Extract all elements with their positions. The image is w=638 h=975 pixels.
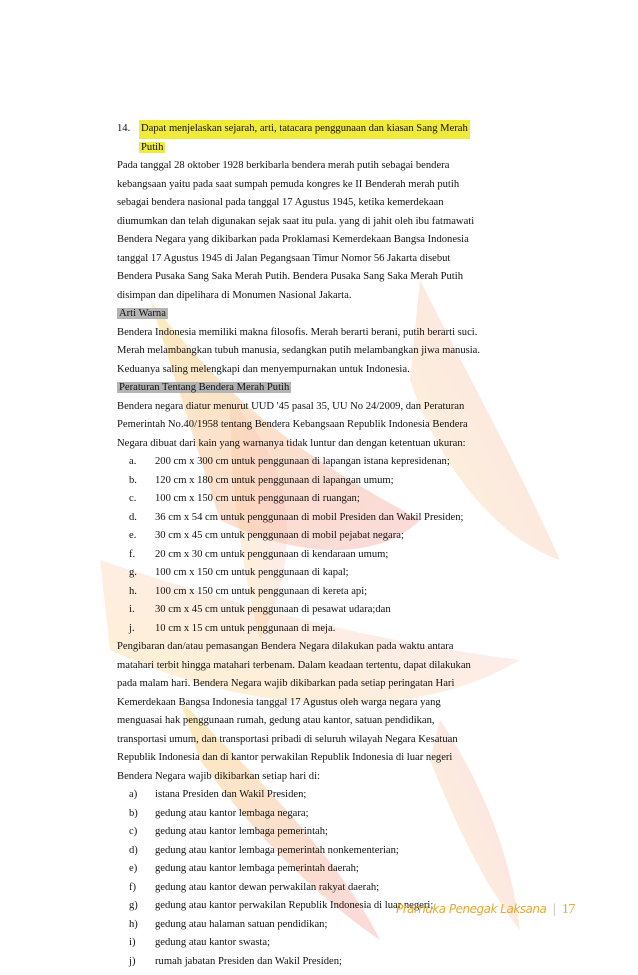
list-marker: f) xyxy=(129,881,137,893)
pengibaran-line: menguasai hak penggunaan rumah, gedung atau kantor, satuan pendidikan, xyxy=(117,715,435,726)
list-item xyxy=(117,564,552,583)
list-item xyxy=(117,934,552,953)
places-list xyxy=(117,786,552,971)
arti-warna-paragraph xyxy=(117,324,552,380)
list-item-text: 100 cm x 150 cm untuk penggunaan di ruangan; xyxy=(155,493,360,504)
list-item-text: gedung atau kantor dewan perwakilan rakyat daerah; xyxy=(155,881,380,893)
list-marker: a. xyxy=(129,456,137,467)
arti-warna-line: Merah melambangkan tubuh manusia, sedangkan putih melambangkan jiwa manusia. xyxy=(117,345,481,356)
list-marker: b) xyxy=(129,807,138,819)
section-heading-line2: Putih xyxy=(141,141,164,153)
peraturan-heading-row xyxy=(117,379,552,398)
pengibaran-line: matahari terbit hingga matahari terbenam. Dalam keadaan tertentu, dapat dilakukan xyxy=(117,659,471,671)
intro-line: Pada tanggal 28 oktober 1928 berkibarla bendera merah putih sebagai bendera xyxy=(117,160,450,171)
list-item xyxy=(117,601,552,620)
list-item xyxy=(117,546,552,565)
list-marker: a) xyxy=(129,789,138,800)
peraturan-line: Pemerintah No.40/1958 tentang Bendera Kebangsaan Republik Indonesia Bendera xyxy=(117,419,468,430)
intro-line: Bendera Pusaka Sang Saka Merah Putih. Bendera Pusaka Sang Saka Merah Putih xyxy=(117,271,463,282)
arti-warna-line: Bendera Indonesia memiliki makna filosofis. Merah berarti berani, putih berarti suci. xyxy=(117,326,478,338)
pengibaran-paragraph xyxy=(117,638,552,786)
section-heading xyxy=(117,120,552,139)
list-marker: h) xyxy=(129,918,138,930)
list-item xyxy=(117,953,552,972)
pengibaran-line: Republik Indonesia dan di kantor perwakilan Republik Indonesia di luar negeri xyxy=(117,752,453,763)
list-marker: b. xyxy=(129,474,137,486)
list-item-text: 200 cm x 300 cm untuk penggunaan di lapangan istana kepresidenan; xyxy=(155,456,450,467)
list-marker: e) xyxy=(129,863,138,874)
intro-line: disimpan dan dipelihara di Monumen Nasional Jakarta. xyxy=(117,289,352,301)
arti-warna-heading: Arti Warna xyxy=(119,308,166,319)
intro-line: kebangsaan yaitu pada saat sumpah pemuda kongres ke II Benderah merah putih xyxy=(117,178,460,190)
intro-line: Bendera Negara yang dikibarkan pada Proklamasi Kemerdekaan Bangsa Indonesia xyxy=(117,234,469,245)
list-item-text: 100 cm x 150 cm untuk penggunaan di kereta api; xyxy=(155,585,368,597)
footer-title: Pramuka Penegak Laksana xyxy=(396,902,547,916)
list-marker: d. xyxy=(129,511,137,523)
list-item-text: gedung atau kantor lembaga pemerintah; xyxy=(155,826,328,837)
section-heading-line1: Dapat menjelaskan sejarah, arti, tatacara penggunaan dan kiasan Sang Merah xyxy=(139,120,470,139)
list-marker: d) xyxy=(129,844,138,856)
list-marker: j. xyxy=(129,622,135,634)
list-item-text: 36 cm x 54 cm untuk penggunaan di mobil Presiden dan Wakil Presiden; xyxy=(155,511,464,523)
list-item-text: gedung atau kantor perwakilan Republik Indonesia di luar negeri; xyxy=(155,900,434,911)
list-item-text: gedung atau kantor lembaga pemerintah nonkementerian; xyxy=(155,844,399,856)
page-footer xyxy=(396,902,575,918)
list-item-text: 30 cm x 45 cm untuk penggunaan di pesawat udara;dan xyxy=(155,604,391,615)
list-item xyxy=(117,842,552,861)
list-marker: g) xyxy=(129,900,138,911)
list-item xyxy=(117,916,552,935)
list-marker: c) xyxy=(129,826,138,837)
peraturan-line: Bendera negara diatur menurut UUD '45 pasal 35, UU No 24/2009, dan Peraturan xyxy=(117,400,465,412)
list-item xyxy=(117,490,552,509)
section-number: 14. xyxy=(117,123,131,134)
list-item-text: gedung atau kantor swasta; xyxy=(155,937,271,948)
page-number: 17 xyxy=(561,902,575,917)
list-item-text: 100 cm x 150 cm untuk penggunaan di kapal; xyxy=(155,567,349,578)
list-marker: f. xyxy=(129,548,136,560)
list-marker: i. xyxy=(129,604,135,615)
list-item xyxy=(117,805,552,824)
pengibaran-line: pada malam hari. Bendera Negara wajib dikibarkan pada setiap peringatan Hari xyxy=(117,678,455,689)
arti-warna-heading-row xyxy=(117,305,552,324)
list-item-text: gedung atau kantor lembaga pemerintah daerah; xyxy=(155,863,359,874)
list-marker: e. xyxy=(129,530,137,541)
list-item-text: 10 cm x 15 cm untuk penggunaan di meja. xyxy=(155,622,336,634)
pengibaran-line: Kemerdekaan Bangsa Indonesia tanggal 17 Agustus oleh warga negara yang xyxy=(117,696,441,708)
intro-line: tanggal 17 Agustus 1945 di Jalan Pegangsaan Timur Nomor 56 Jakarta disebut xyxy=(117,252,451,264)
list-marker: j) xyxy=(129,955,136,967)
list-item xyxy=(117,823,552,842)
list-item-text: rumah jabatan Presiden dan Wakil Presiden; xyxy=(155,955,342,967)
section-heading-line2-row xyxy=(117,139,552,158)
list-item-text: 30 cm x 45 cm untuk penggunaan di mobil pejabat negara; xyxy=(155,530,404,541)
list-item xyxy=(117,786,552,805)
list-item xyxy=(117,527,552,546)
list-marker: i) xyxy=(129,937,136,948)
intro-line: sebagai bendera nasional pada tanggal 17 Agustus 1945, ketika kemerdekaan xyxy=(117,197,444,208)
list-item xyxy=(117,509,552,528)
pengibaran-line: transportasi umum, dan transportasi pribadi di seluruh wilayah Negara Kesatuan xyxy=(117,733,458,745)
list-item-text: 120 cm x 180 cm untuk penggunaan di lapangan umum; xyxy=(155,474,394,486)
size-list xyxy=(117,453,552,638)
arti-warna-line: Keduanya saling melengkapi dan menyempurnakan untuk Indonesia. xyxy=(117,363,410,375)
intro-paragraph xyxy=(117,157,552,305)
list-marker: g. xyxy=(129,567,137,578)
pengibaran-line: Pengibaran dan/atau pemasangan Bendera Negara dilakukan pada waktu antara xyxy=(117,641,454,652)
list-item xyxy=(117,472,552,491)
pengibaran-line: Bendera Negara wajib dikibarkan setiap hari di: xyxy=(117,770,320,782)
peraturan-heading: Peraturan Tentang Bendera Merah Putih xyxy=(119,382,290,393)
peraturan-line: Negara dibuat dari kain yang warnanya tidak luntur dan dengan ketentuan ukuran: xyxy=(117,437,466,449)
list-item-text: istana Presiden dan Wakil Presiden; xyxy=(155,789,307,800)
list-item xyxy=(117,620,552,639)
peraturan-paragraph xyxy=(117,398,552,454)
list-item xyxy=(117,453,552,472)
list-item xyxy=(117,879,552,898)
page-content xyxy=(117,120,552,971)
list-item-text: gedung atau halaman satuan pendidikan; xyxy=(155,918,328,930)
list-item-text: gedung atau kantor lembaga negara; xyxy=(155,807,309,819)
list-item xyxy=(117,860,552,879)
list-marker: h. xyxy=(129,585,137,597)
list-item-text: 20 cm x 30 cm untuk penggunaan di kendaraan umum; xyxy=(155,548,389,560)
list-marker: c. xyxy=(129,493,137,504)
list-item xyxy=(117,583,552,602)
intro-line: diumumkan dan telah digunakan sejak saat itu pula. yang di jahit oleh ibu fatmawati xyxy=(117,215,475,227)
footer-separator: | xyxy=(552,902,556,916)
